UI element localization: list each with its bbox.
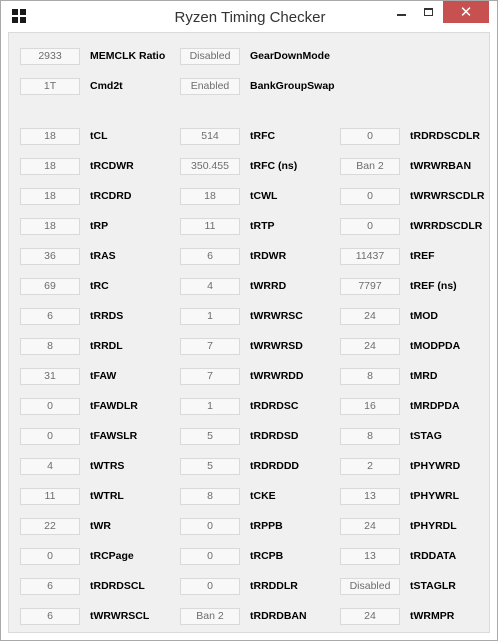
trcpb-label: tRCPB xyxy=(250,550,284,562)
close-icon: ✕ xyxy=(459,4,473,21)
tcwl-value-field[interactable]: 18 xyxy=(180,188,240,205)
trrds-label: tRRDS xyxy=(90,310,124,322)
twtrl-label: tWTRL xyxy=(90,490,124,502)
trfc-label: tRFC xyxy=(250,130,276,142)
trc-label: tRC xyxy=(90,280,109,292)
bankgroupswap-label: BankGroupSwap xyxy=(250,80,335,92)
tfawslr-value-field[interactable]: 0 xyxy=(20,428,80,445)
window-title: Ryzen Timing Checker xyxy=(174,9,326,26)
twrmpr-value-field[interactable]: 24 xyxy=(340,608,400,625)
trppb-value-field[interactable]: 0 xyxy=(180,518,240,535)
trrdl-label: tRRDL xyxy=(90,340,123,352)
tmodpda-label: tMODPDA xyxy=(410,340,461,352)
tstaglr-label: tSTAGLR xyxy=(410,580,456,592)
tphywrd-label: tPHYWRD xyxy=(410,460,461,472)
trtp-label: tRTP xyxy=(250,220,275,232)
tphywrl-value-field[interactable]: 13 xyxy=(340,488,400,505)
tfaw-value-field[interactable]: 31 xyxy=(20,368,80,385)
bankgroupswap-value-field[interactable]: Enabled xyxy=(180,78,240,95)
tmod-value-field[interactable]: 24 xyxy=(340,308,400,325)
trfc-ns-value-field[interactable]: 350.455 xyxy=(180,158,240,175)
trdwr-label: tRDWR xyxy=(250,250,287,262)
tmrdpda-value-field[interactable]: 16 xyxy=(340,398,400,415)
tmodpda-value-field[interactable]: 24 xyxy=(340,338,400,355)
geardownmode-value-field[interactable]: Disabled xyxy=(180,48,240,65)
memclk-ratio-label: MEMCLK Ratio xyxy=(90,50,166,62)
tphyrdl-value-field[interactable]: 24 xyxy=(340,518,400,535)
tphywrl-label: tPHYWRL xyxy=(410,490,459,502)
twr-label: tWR xyxy=(90,520,111,532)
tras-label: tRAS xyxy=(90,250,116,262)
twrwrscdlr-label: tWRWRSCDLR xyxy=(410,190,485,202)
twrrd-label: tWRRD xyxy=(250,280,287,292)
tfawdlr-label: tFAWDLR xyxy=(90,400,138,412)
trcdwr-value-field[interactable]: 18 xyxy=(20,158,80,175)
tcl-label: tCL xyxy=(90,130,108,142)
trdrdban-value-field[interactable]: Ban 2 xyxy=(180,608,240,625)
twrwrscdlr-value-field[interactable]: 0 xyxy=(340,188,400,205)
trrddlr-label: tRRDDLR xyxy=(250,580,298,592)
twrwrsd-value-field[interactable]: 7 xyxy=(180,338,240,355)
trcdrd-label: tRCDRD xyxy=(90,190,132,202)
trdrdscl-label: tRDRDSCL xyxy=(90,580,145,592)
tref-value-field[interactable]: 11437 xyxy=(340,248,400,265)
twrrdscdlr-label: tWRRDSCDLR xyxy=(410,220,483,232)
tref-ns-value-field[interactable]: 7797 xyxy=(340,278,400,295)
trrds-value-field[interactable]: 6 xyxy=(20,308,80,325)
timings-panel xyxy=(8,32,490,633)
trdrdsc-label: tRDRDSC xyxy=(250,400,299,412)
tmrd-value-field[interactable]: 8 xyxy=(340,368,400,385)
trdrdsd-value-field[interactable]: 5 xyxy=(180,428,240,445)
trp-label: tRP xyxy=(90,220,109,232)
twtrs-label: tWTRS xyxy=(90,460,125,472)
twrwrdd-label: tWRWRDD xyxy=(250,370,304,382)
tref-label: tREF xyxy=(410,250,435,262)
tfaw-label: tFAW xyxy=(90,370,117,382)
twr-value-field[interactable]: 22 xyxy=(20,518,80,535)
trfc-ns-label: tRFC (ns) xyxy=(250,160,298,172)
twtrs-value-field[interactable]: 4 xyxy=(20,458,80,475)
tcwl-label: tCWL xyxy=(250,190,278,202)
maximize-button[interactable] xyxy=(415,1,442,23)
trdwr-value-field[interactable]: 6 xyxy=(180,248,240,265)
tmrdpda-label: tMRDPDA xyxy=(410,400,460,412)
close-button[interactable] xyxy=(443,1,489,23)
twrwrdd-value-field[interactable]: 7 xyxy=(180,368,240,385)
minimize-button[interactable] xyxy=(388,1,415,23)
trfc-value-field[interactable]: 514 xyxy=(180,128,240,145)
trdrdsd-label: tRDRDSD xyxy=(250,430,299,442)
trdrdscdlr-label: tRDRDSCDLR xyxy=(410,130,480,142)
trppb-label: tRPPB xyxy=(250,520,283,532)
twrmpr-label: tWRMPR xyxy=(410,610,455,622)
tmrd-label: tMRD xyxy=(410,370,438,382)
tphyrdl-label: tPHYRDL xyxy=(410,520,457,532)
tmod-label: tMOD xyxy=(410,310,438,322)
twrwrsc-label: tWRWRSC xyxy=(250,310,303,322)
cmd2t-label: Cmd2t xyxy=(90,80,123,92)
twtrl-value-field[interactable]: 11 xyxy=(20,488,80,505)
trdrddd-label: tRDRDDD xyxy=(250,460,299,472)
trddata-value-field[interactable]: 13 xyxy=(340,548,400,565)
trp-value-field[interactable]: 18 xyxy=(20,218,80,235)
tstag-label: tSTAG xyxy=(410,430,442,442)
trtp-value-field[interactable]: 11 xyxy=(180,218,240,235)
tphywrd-value-field[interactable]: 2 xyxy=(340,458,400,475)
trcpage-value-field[interactable]: 0 xyxy=(20,548,80,565)
tstaglr-value-field[interactable]: Disabled xyxy=(340,578,400,595)
minimize-icon xyxy=(397,14,406,16)
tcl-value-field[interactable]: 18 xyxy=(20,128,80,145)
tras-value-field[interactable]: 36 xyxy=(20,248,80,265)
trdrdban-label: tRDRDBAN xyxy=(250,610,307,622)
trdrdscl-value-field[interactable]: 6 xyxy=(20,578,80,595)
twrwrscl-value-field[interactable]: 6 xyxy=(20,608,80,625)
trdrddd-value-field[interactable]: 5 xyxy=(180,458,240,475)
trdrdscdlr-value-field[interactable]: 0 xyxy=(340,128,400,145)
twrwrsd-label: tWRWRSD xyxy=(250,340,303,352)
trcpage-label: tRCPage xyxy=(90,550,134,562)
title-bar[interactable] xyxy=(1,1,497,32)
trdrdsc-value-field[interactable]: 1 xyxy=(180,398,240,415)
tcke-label: tCKE xyxy=(250,490,276,502)
tfawslr-label: tFAWSLR xyxy=(90,430,138,442)
memclk-ratio-value-field[interactable]: 2933 xyxy=(20,48,80,65)
twrwrsc-value-field[interactable]: 1 xyxy=(180,308,240,325)
trcdwr-label: tRCDWR xyxy=(90,160,134,172)
trrddlr-value-field[interactable]: 0 xyxy=(180,578,240,595)
twrwrban-label: tWRWRBAN xyxy=(410,160,472,172)
maximize-icon xyxy=(424,8,433,16)
trc-value-field[interactable]: 69 xyxy=(20,278,80,295)
trcdrd-value-field[interactable]: 18 xyxy=(20,188,80,205)
twrrdscdlr-value-field[interactable]: 0 xyxy=(340,218,400,235)
cmd2t-value-field[interactable]: 1T xyxy=(20,78,80,95)
tstag-value-field[interactable]: 8 xyxy=(340,428,400,445)
twrwrscl-label: tWRWRSCL xyxy=(90,610,150,622)
trrdl-value-field[interactable]: 8 xyxy=(20,338,80,355)
tref-ns-label: tREF (ns) xyxy=(410,280,457,292)
trddata-label: tRDDATA xyxy=(410,550,457,562)
tcke-value-field[interactable]: 8 xyxy=(180,488,240,505)
twrrd-value-field[interactable]: 4 xyxy=(180,278,240,295)
twrwrban-value-field[interactable]: Ban 2 xyxy=(340,158,400,175)
tfawdlr-value-field[interactable]: 0 xyxy=(20,398,80,415)
trcpb-value-field[interactable]: 0 xyxy=(180,548,240,565)
geardownmode-label: GearDownMode xyxy=(250,50,330,62)
